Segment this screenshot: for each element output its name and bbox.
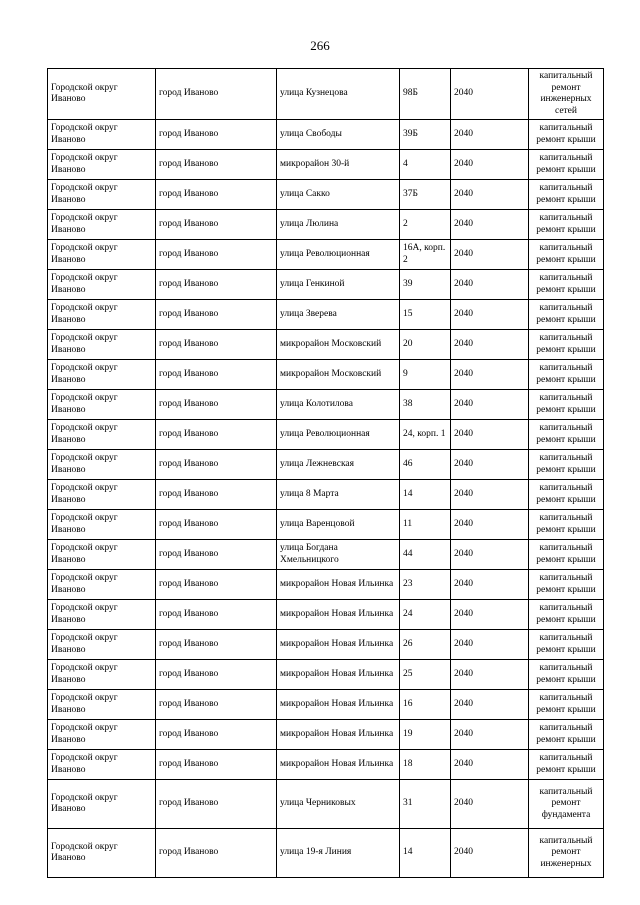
work-type-cell: капитальный ремонт крыши [529, 690, 604, 720]
table-row [48, 829, 604, 878]
year-cell: 2040 [451, 390, 529, 420]
locality-cell: город Иваново [156, 330, 277, 360]
house-number-cell: 39Б [400, 120, 451, 150]
municipality-cell: Городской округ Иваново [48, 630, 156, 660]
house-number-cell: 31 [400, 780, 451, 829]
table-row [48, 180, 604, 210]
table-row [48, 540, 604, 570]
house-number-cell: 44 [400, 540, 451, 570]
municipality-cell: Городской округ Иваново [48, 270, 156, 300]
house-number-cell: 4 [400, 150, 451, 180]
locality-cell: город Иваново [156, 150, 277, 180]
street-cell: улица Генкиной [277, 270, 400, 300]
work-type-cell: капитальный ремонт крыши [529, 720, 604, 750]
street-cell: улица 8 Марта [277, 480, 400, 510]
street-cell: улица Черниковых [277, 780, 400, 829]
municipality-cell: Городской округ Иваново [48, 390, 156, 420]
table-row [48, 270, 604, 300]
year-cell: 2040 [451, 69, 529, 120]
registry-table [47, 68, 604, 878]
work-type-cell: капитальный ремонт крыши [529, 450, 604, 480]
year-cell: 2040 [451, 480, 529, 510]
table-row [48, 390, 604, 420]
work-type-cell: капитальный ремонт крыши [529, 330, 604, 360]
locality-cell: город Иваново [156, 210, 277, 240]
year-cell: 2040 [451, 570, 529, 600]
year-cell: 2040 [451, 300, 529, 330]
street-cell: улица Революционная [277, 240, 400, 270]
table-row [48, 330, 604, 360]
house-number-cell: 11 [400, 510, 451, 540]
locality-cell: город Иваново [156, 600, 277, 630]
work-type-cell: капитальный ремонт крыши [529, 120, 604, 150]
year-cell: 2040 [451, 180, 529, 210]
registry-body [48, 69, 604, 878]
street-cell: микрорайон Новая Ильинка [277, 600, 400, 630]
work-type-cell: капитальный ремонт крыши [529, 480, 604, 510]
locality-cell: город Иваново [156, 300, 277, 330]
municipality-cell: Городской округ Иваново [48, 510, 156, 540]
street-cell: микрорайон Московский [277, 330, 400, 360]
table-row [48, 120, 604, 150]
street-cell: микрорайон Новая Ильинка [277, 750, 400, 780]
table-row [48, 360, 604, 390]
municipality-cell: Городской округ Иваново [48, 660, 156, 690]
municipality-cell: Городской округ Иваново [48, 330, 156, 360]
street-cell: улица Кузнецова [277, 69, 400, 120]
work-type-cell: капитальный ремонт крыши [529, 390, 604, 420]
table-row [48, 450, 604, 480]
year-cell: 2040 [451, 750, 529, 780]
house-number-cell: 26 [400, 630, 451, 660]
year-cell: 2040 [451, 630, 529, 660]
table-row [48, 420, 604, 450]
street-cell: микрорайон Новая Ильинка [277, 720, 400, 750]
work-type-cell: капитальный ремонт инженерных сетей [529, 69, 604, 120]
year-cell: 2040 [451, 690, 529, 720]
locality-cell: город Иваново [156, 390, 277, 420]
table-row [48, 510, 604, 540]
street-cell: улица Сакко [277, 180, 400, 210]
locality-cell: город Иваново [156, 720, 277, 750]
work-type-cell: капитальный ремонт крыши [529, 600, 604, 630]
page-number: 266 [310, 38, 330, 53]
year-cell: 2040 [451, 330, 529, 360]
municipality-cell: Городской округ Иваново [48, 480, 156, 510]
municipality-cell: Городской округ Иваново [48, 570, 156, 600]
locality-cell: город Иваново [156, 630, 277, 660]
table-row [48, 720, 604, 750]
house-number-cell: 25 [400, 660, 451, 690]
municipality-cell: Городской округ Иваново [48, 180, 156, 210]
house-number-cell: 14 [400, 829, 451, 878]
municipality-cell: Городской округ Иваново [48, 120, 156, 150]
street-cell: улица Люлина [277, 210, 400, 240]
house-number-cell: 39 [400, 270, 451, 300]
year-cell: 2040 [451, 210, 529, 240]
street-cell: микрорайон Московский [277, 360, 400, 390]
house-number-cell: 24, корп. 1 [400, 420, 451, 450]
locality-cell: город Иваново [156, 570, 277, 600]
locality-cell: город Иваново [156, 420, 277, 450]
year-cell: 2040 [451, 780, 529, 829]
street-cell: микрорайон Новая Ильинка [277, 630, 400, 660]
street-cell: микрорайон Новая Ильинка [277, 690, 400, 720]
house-number-cell: 46 [400, 450, 451, 480]
work-type-cell: капитальный ремонт крыши [529, 210, 604, 240]
locality-cell: город Иваново [156, 510, 277, 540]
municipality-cell: Городской округ Иваново [48, 690, 156, 720]
locality-cell: город Иваново [156, 540, 277, 570]
house-number-cell: 9 [400, 360, 451, 390]
work-type-cell: капитальный ремонт фундамента [529, 780, 604, 829]
year-cell: 2040 [451, 150, 529, 180]
locality-cell: город Иваново [156, 829, 277, 878]
municipality-cell: Городской округ Иваново [48, 720, 156, 750]
municipality-cell: Городской округ Иваново [48, 600, 156, 630]
house-number-cell: 14 [400, 480, 451, 510]
locality-cell: город Иваново [156, 240, 277, 270]
municipality-cell: Городской округ Иваново [48, 240, 156, 270]
table-row [48, 600, 604, 630]
house-number-cell: 18 [400, 750, 451, 780]
year-cell: 2040 [451, 270, 529, 300]
work-type-cell: капитальный ремонт крыши [529, 420, 604, 450]
work-type-cell: капитальный ремонт крыши [529, 750, 604, 780]
street-cell: микрорайон Новая Ильинка [277, 570, 400, 600]
locality-cell: город Иваново [156, 360, 277, 390]
municipality-cell: Городской округ Иваново [48, 750, 156, 780]
municipality-cell: Городской округ Иваново [48, 210, 156, 240]
municipality-cell: Городской округ Иваново [48, 360, 156, 390]
table-row [48, 780, 604, 829]
table-row [48, 69, 604, 120]
year-cell: 2040 [451, 450, 529, 480]
municipality-cell: Городской округ Иваново [48, 69, 156, 120]
house-number-cell: 37Б [400, 180, 451, 210]
year-cell: 2040 [451, 240, 529, 270]
year-cell: 2040 [451, 360, 529, 390]
street-cell: улица Лежневская [277, 450, 400, 480]
street-cell: улица 19-я Линия [277, 829, 400, 878]
table-row [48, 240, 604, 270]
municipality-cell: Городской округ Иваново [48, 780, 156, 829]
street-cell: улица Свободы [277, 120, 400, 150]
table-row [48, 480, 604, 510]
municipality-cell: Городской округ Иваново [48, 540, 156, 570]
locality-cell: город Иваново [156, 69, 277, 120]
street-cell: микрорайон Новая Ильинка [277, 660, 400, 690]
work-type-cell: капитальный ремонт крыши [529, 240, 604, 270]
house-number-cell: 98Б [400, 69, 451, 120]
table-row [48, 150, 604, 180]
municipality-cell: Городской округ Иваново [48, 150, 156, 180]
house-number-cell: 15 [400, 300, 451, 330]
municipality-cell: Городской округ Иваново [48, 300, 156, 330]
table-row [48, 210, 604, 240]
locality-cell: город Иваново [156, 120, 277, 150]
locality-cell: город Иваново [156, 270, 277, 300]
work-type-cell: капитальный ремонт крыши [529, 300, 604, 330]
street-cell: улица Варенцовой [277, 510, 400, 540]
locality-cell: город Иваново [156, 660, 277, 690]
work-type-cell: капитальный ремонт крыши [529, 660, 604, 690]
year-cell: 2040 [451, 510, 529, 540]
work-type-cell: капитальный ремонт крыши [529, 510, 604, 540]
work-type-cell: капитальный ремонт крыши [529, 150, 604, 180]
year-cell: 2040 [451, 600, 529, 630]
house-number-cell: 23 [400, 570, 451, 600]
locality-cell: город Иваново [156, 450, 277, 480]
table-row [48, 750, 604, 780]
work-type-cell: капитальный ремонт крыши [529, 270, 604, 300]
house-number-cell: 24 [400, 600, 451, 630]
locality-cell: город Иваново [156, 780, 277, 829]
locality-cell: город Иваново [156, 180, 277, 210]
street-cell: улица Революционная [277, 420, 400, 450]
work-type-cell: капитальный ремонт крыши [529, 570, 604, 600]
house-number-cell: 38 [400, 390, 451, 420]
work-type-cell: капитальный ремонт крыши [529, 540, 604, 570]
house-number-cell: 19 [400, 720, 451, 750]
work-type-cell: капитальный ремонт инженерных [529, 829, 604, 878]
street-cell: микрорайон 30-й [277, 150, 400, 180]
locality-cell: город Иваново [156, 690, 277, 720]
table-row [48, 300, 604, 330]
year-cell: 2040 [451, 829, 529, 878]
table-row [48, 570, 604, 600]
table-row [48, 630, 604, 660]
house-number-cell: 16А, корп. 2 [400, 240, 451, 270]
street-cell: улица Зверева [277, 300, 400, 330]
work-type-cell: капитальный ремонт крыши [529, 360, 604, 390]
street-cell: улица Богдана Хмельницкого [277, 540, 400, 570]
year-cell: 2040 [451, 660, 529, 690]
locality-cell: город Иваново [156, 750, 277, 780]
house-number-cell: 20 [400, 330, 451, 360]
table-row [48, 690, 604, 720]
work-type-cell: капитальный ремонт крыши [529, 180, 604, 210]
year-cell: 2040 [451, 420, 529, 450]
year-cell: 2040 [451, 540, 529, 570]
municipality-cell: Городской округ Иваново [48, 829, 156, 878]
house-number-cell: 2 [400, 210, 451, 240]
year-cell: 2040 [451, 720, 529, 750]
municipality-cell: Городской округ Иваново [48, 450, 156, 480]
street-cell: улица Колотилова [277, 390, 400, 420]
table-row [48, 660, 604, 690]
work-type-cell: капитальный ремонт крыши [529, 630, 604, 660]
locality-cell: город Иваново [156, 480, 277, 510]
house-number-cell: 16 [400, 690, 451, 720]
year-cell: 2040 [451, 120, 529, 150]
municipality-cell: Городской округ Иваново [48, 420, 156, 450]
